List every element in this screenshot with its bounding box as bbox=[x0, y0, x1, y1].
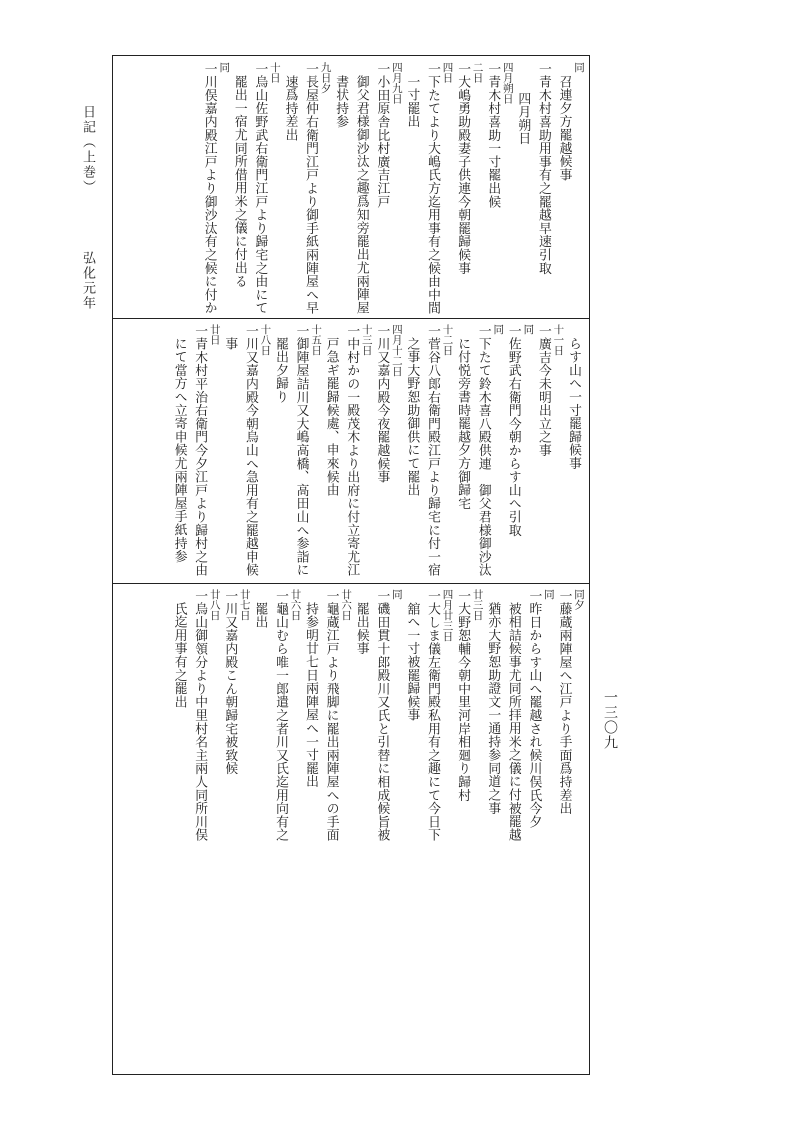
text-line: 一菅谷八郎右衛門殿江戸より歸宅に付一宿 bbox=[425, 324, 441, 577]
text-line: 一昨日からす山へ罷越され候川俣氏今夕 bbox=[526, 589, 542, 829]
entry-date: 廿日 bbox=[208, 324, 221, 345]
text-line: 一川又嘉内殿こん朝歸宅被致候 bbox=[222, 589, 238, 776]
entry-date: 同 bbox=[218, 62, 231, 73]
text-line: 一川俣嘉内殿江戸より御沙汰有之候に付か bbox=[201, 62, 217, 315]
text-block-lower bbox=[121, 589, 583, 1069]
running-header bbox=[78, 105, 97, 311]
entry-date: 十一日 bbox=[552, 324, 565, 356]
text-line: 一下たてより大嶋氏方迄用事有之候由中間 bbox=[425, 62, 441, 315]
text-line: 持参明廿七日兩陣屋へ一寸罷出 bbox=[303, 602, 319, 789]
entry-date: 四月九日 bbox=[390, 62, 403, 104]
text-line: 罷出候事 bbox=[353, 602, 369, 656]
entry-date: 廿八日 bbox=[208, 589, 221, 621]
text-line: 一青木村喜助用事有之罷越早速引取 bbox=[535, 62, 551, 275]
text-line: 御父君様御沙汰之趣爲知旁罷出尤兩陣屋 bbox=[353, 75, 369, 315]
entry-date: 十日 bbox=[268, 62, 281, 83]
text-line: 四月朔日 bbox=[515, 92, 531, 146]
text-line: 一烏山御領分より中里村名主兩人同所川俣 bbox=[192, 589, 208, 842]
divider-lower bbox=[113, 583, 589, 584]
text-line: 之事大野恕助御供にて罷出 bbox=[404, 337, 420, 497]
page-frame bbox=[112, 55, 590, 1075]
text-line: 一御陣屋詰川又大嶋高橋、高田山へ参詣に bbox=[293, 324, 309, 577]
entry-date: 廿三日 bbox=[471, 589, 484, 621]
divider-upper bbox=[113, 318, 589, 319]
entry-date: 九日夕 bbox=[319, 62, 332, 94]
running-header-title: 日記（上巻） bbox=[80, 105, 95, 195]
entry-date: 廿七日 bbox=[238, 589, 251, 621]
page-number: 一三〇九 bbox=[602, 690, 618, 750]
text-line: 一下たて鈴木喜八殿供連 御父君様御沙汰 bbox=[475, 324, 491, 577]
entry-date: 四月朔日 bbox=[501, 62, 514, 104]
text-line: にて當方へ立寄申候尤兩陣屋手紙持参 bbox=[171, 337, 187, 564]
text-line: 一大しま儀左衛門殿私用有之趣にて今日下 bbox=[425, 589, 441, 842]
text-line: 舘へ一寸被罷歸候事 bbox=[404, 602, 420, 722]
entry-date: 同夕 bbox=[573, 589, 585, 610]
text-block-middle bbox=[121, 324, 583, 578]
text-line: 一龜蔵江戸より飛脚に罷出兩陣屋への手面 bbox=[323, 589, 339, 842]
text-line: 一廣吉今未明出立之事 bbox=[535, 324, 551, 457]
entry-date: 二日 bbox=[471, 62, 484, 83]
text-line: 罷出一宿尤同所借用米之儀に付出る bbox=[231, 75, 247, 288]
text-line: 速爲持差出 bbox=[282, 75, 298, 142]
text-block-upper bbox=[121, 62, 583, 314]
text-line: 一青木村平治右衛門今夕江戸より歸村之由 bbox=[192, 324, 208, 577]
text-line: 一龜山むら唯一郎遣之者川又氏迄用向有之 bbox=[272, 589, 288, 842]
text-line: 罷出 bbox=[252, 602, 268, 629]
text-line: に付悦旁書時罷越夕方御歸宅 bbox=[455, 337, 471, 510]
entry-date: 同 bbox=[390, 589, 403, 600]
entry-date: 同 bbox=[492, 324, 505, 335]
text-line: 一川又嘉内殿今夜罷越候事 bbox=[374, 324, 390, 484]
text-line: 召連夕方罷越候事 bbox=[556, 75, 572, 182]
text-line: 一大嶋勇助殿妻子供連今朝罷歸候事 bbox=[455, 62, 471, 275]
text-line: 一青木村喜助一寸罷出候 bbox=[485, 62, 501, 209]
text-line: 一寸罷出 bbox=[404, 75, 420, 129]
entry-date: 十二日 bbox=[441, 324, 454, 356]
text-line: 一川又嘉内殿今朝烏山へ急用有之罷越申候 bbox=[242, 324, 258, 577]
text-line: 一大野恕輔今朝中里河岸相廻り歸村 bbox=[455, 589, 471, 802]
text-line: 一磯田貫十郎殿川又氏と引替に相成候旨被 bbox=[374, 589, 390, 842]
text-line: 一藤蔵兩陣屋へ江戸より手面爲持差出 bbox=[556, 589, 572, 816]
text-line: 戸急ギ罷歸候處、申來候由 bbox=[323, 337, 339, 497]
entry-date: 十三日 bbox=[360, 324, 373, 356]
entry-date: 十八日 bbox=[259, 324, 272, 356]
entry-date: 同 bbox=[573, 62, 585, 73]
text-line: 一中村かの一殿茂木より出府に付立寄尤江 bbox=[344, 324, 360, 577]
text-line: 氏迄用事有之罷出 bbox=[171, 602, 187, 709]
entry-date: 廿六日 bbox=[289, 589, 302, 621]
text-line: 事 bbox=[222, 337, 238, 351]
text-line: 一佐野武右衛門今朝からす山へ引取 bbox=[505, 324, 521, 537]
entry-date: 廿六日 bbox=[340, 589, 353, 621]
text-line: 一小田原舎比村廣吉江戸 bbox=[374, 62, 390, 209]
entry-date: 同 bbox=[522, 324, 535, 335]
text-line: 猶亦大野恕助證文一通持参同道之事 bbox=[485, 602, 501, 815]
entry-date: 四月十二日 bbox=[390, 324, 403, 377]
text-line: 一烏山佐野武右衛門江戸より歸宅之由にて bbox=[252, 62, 268, 315]
text-line: らす山へ一寸罷歸候事 bbox=[566, 337, 581, 470]
entry-date: 十五日 bbox=[310, 324, 323, 356]
entry-date: 四日 bbox=[441, 62, 454, 83]
text-line: 一長屋仲右衛門江戸より御手紙兩陣屋へ早 bbox=[303, 62, 319, 315]
text-line: 被相詰候事尤同所拝用米之儀に付被罷越 bbox=[505, 602, 521, 842]
text-line: 書状持参 bbox=[333, 75, 349, 129]
running-header-era: 弘化元年 bbox=[80, 251, 95, 311]
entry-date: 同 bbox=[542, 589, 555, 600]
text-line: 罷出夕歸り bbox=[272, 337, 288, 404]
entry-date: 四月廿三日 bbox=[441, 589, 454, 642]
